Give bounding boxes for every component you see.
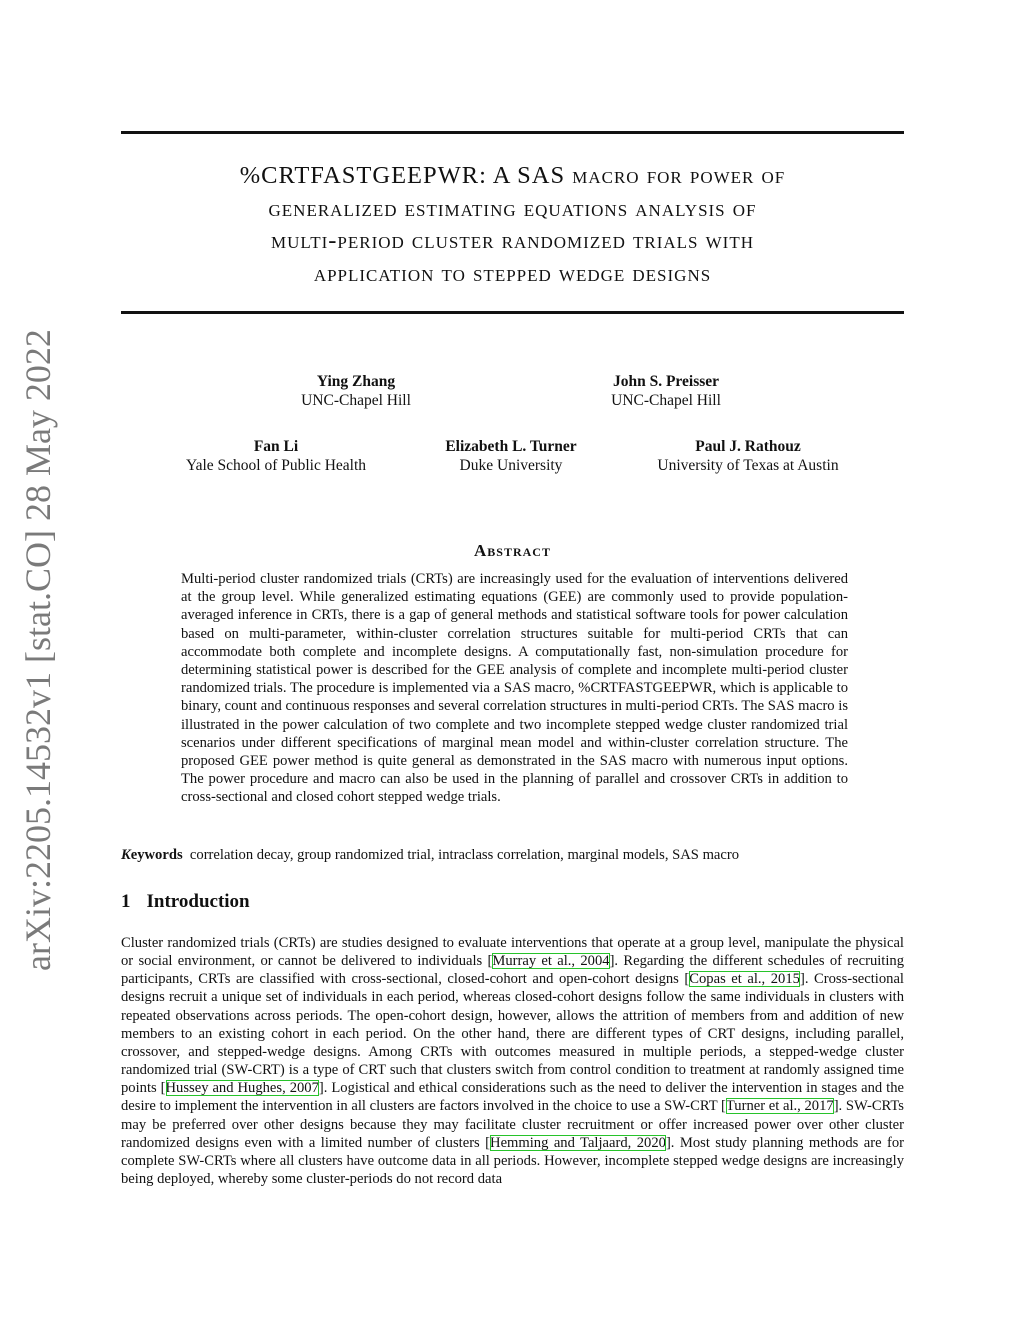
- citation-link[interactable]: Hussey and Hughes, 2007: [165, 1080, 319, 1097]
- introduction-paragraph: Cluster randomized trials (CRTs) are studies designed to evaluate interventions that operate at a group level, manipulate the physical or social environment, or cannot be delivered to individuals [Murray et al., 2004]. Regarding the different schedules of recruiting participants, CRTs are classified with cross-sectional, closed-cohort and open-cohort designs [Copas et al., 2015]. Cross-sectional designs recruit a unique set of individuals in each period, whereas closed-cohort designs follow the same individuals in clusters with repeated observations across periods. The open-cohort design, however, allows the attrition of members from and addition of new members to an existing cohort in each period. On the other hand, there are different types of CRT designs, including parallel, crossover, and stepped-wedge designs. Among CRTs with outcomes measured in multiple periods, a stepped-wedge cluster randomized trial (SW-CRT) is a type of CRT such that clusters switch from control condition to treatment at randomly assigned time points [Hussey and Hughes, 2007]. Logistical and ethical considerations such as the need to deliver the intervention in stages and the desire to implement the intervention in all clusters are factors involved in the choice to use a SW-CRT [Turner et al., 2017]. SW-CRTs may be preferred over other designs because they may facilitate cluster recruitment or offer increased power over other cluster randomized designs even with a limited number of clusters [Hemming and Taljaard, 2020]. Most study planning methods are for complete SW-CRTs where all clusters have outcome data in all periods. However, incomplete stepped wedge designs are increasingly being deployed, whereby some cluster-periods do not record data: [121, 935, 905, 1188]
- author-block: [256, 372, 456, 410]
- abstract-text: Multi-period cluster randomized trials (CRTs) are increasingly used for the evaluation of interventions delivered at the group level. While generalized estimating equations (GEE) are commonly used to provide population-averaged inference in CRTs, there is a gap of general methods and statistical software tools for power calculation based on multi-parameter, within-cluster correlation structures suitable for multi-period CRTs that can accommodate both complete and incomplete designs. A computationally fast, non-simulation procedure for determining statistical power is described for the GEE analysis of complete and incomplete multi-period cluster randomized trials. The procedure is implemented via a SAS macro, %CRTFASTGEEPWR, which is applicable to binary, count and continuous responses and several correlation structures in multi-period CRTs. The SAS macro is illustrated in the power calculation of two complete and two incomplete stepped wedge cluster randomized trial scenarios under different specifications of marginal mean model and within-cluster correlation structure. The proposed GEE power method is quite general as demonstrated in the SAS macro with numerous input options. The power procedure and macro can also be used in the planning of parallel and crossover CRTs in addition to cross-sectional and closed cohort stepped wedge trials.: [181, 571, 848, 806]
- title-rule-top: [121, 131, 904, 134]
- author-block: [421, 437, 601, 475]
- author-name: Paul J. Rathouz: [695, 438, 801, 455]
- citation-link[interactable]: Copas et al., 2015: [689, 971, 800, 988]
- author-name: Ying Zhang: [316, 373, 396, 390]
- arxiv-identifier: arXiv:2205.14532v1 [stat.CO] 28 May 2022: [18, 329, 58, 971]
- keywords-text: correlation decay, group randomized trial, intraclass correlation, marginal models, SAS macro: [189, 847, 740, 863]
- author-name: John S. Preisser: [612, 373, 720, 390]
- citation-link[interactable]: Turner et al., 2017: [725, 1098, 834, 1115]
- author-block: [166, 437, 386, 475]
- paper-title: [121, 160, 904, 290]
- title-rule-bottom: [121, 311, 904, 314]
- keywords-line: [121, 846, 904, 864]
- citation-link[interactable]: Murray et al., 2004: [492, 953, 610, 970]
- author-affiliation: University of Texas at Austin: [657, 457, 839, 474]
- section-title: Introduction: [146, 891, 250, 912]
- author-affiliation: Duke University: [459, 457, 563, 474]
- author-name: Elizabeth L. Turner: [445, 438, 577, 455]
- citation-link[interactable]: Hemming and Taljaard, 2020: [490, 1134, 666, 1151]
- author-affiliation: UNC-Chapel Hill: [301, 392, 411, 409]
- title-line-2: generalized estimating equations analysis of: [268, 194, 757, 222]
- title-line-3: multi-period cluster randomized trials with: [270, 227, 754, 254]
- title-line-1: %CRTFASTGEEPWR: A SAS macro for power of: [239, 162, 786, 189]
- author-name: Fan Li: [253, 438, 299, 455]
- section-heading: [121, 891, 250, 913]
- author-affiliation: Yale School of Public Health: [185, 457, 367, 474]
- keywords-label: Keywords: [121, 847, 183, 863]
- author-block: [635, 437, 861, 475]
- title-line-4: application to stepped wedge designs: [313, 259, 712, 287]
- author-block: [566, 372, 766, 410]
- abstract-heading: Abstract: [474, 541, 551, 560]
- author-affiliation: UNC-Chapel Hill: [611, 392, 721, 409]
- section-number: 1: [121, 891, 131, 912]
